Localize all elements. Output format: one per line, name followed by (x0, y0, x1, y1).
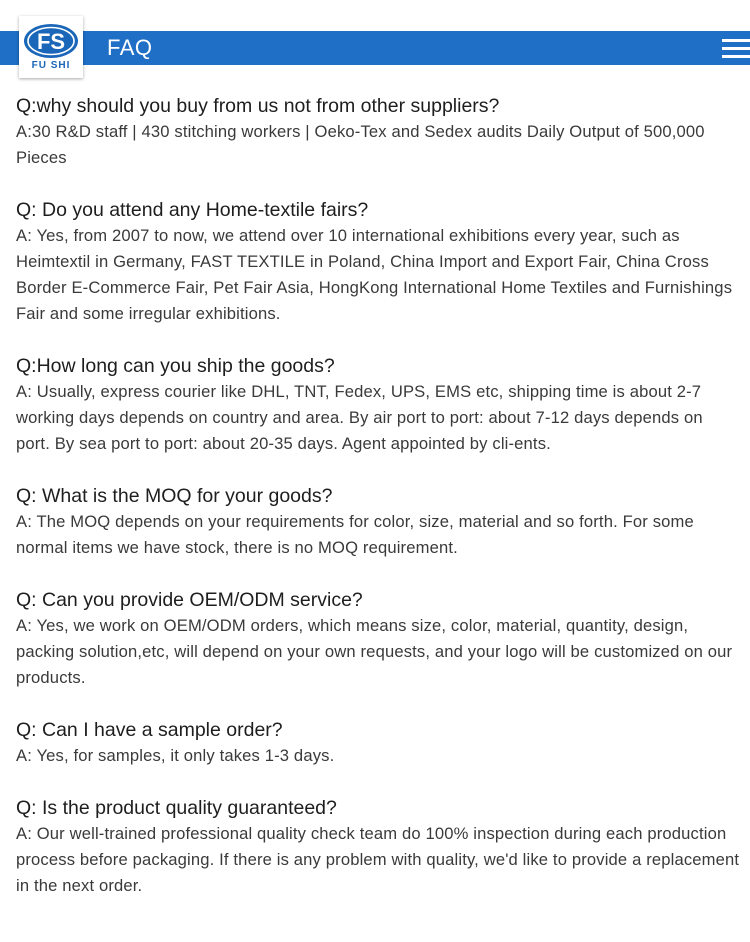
faq-item (16, 353, 740, 457)
company-logo[interactable] (19, 16, 83, 78)
faq-item (16, 795, 740, 899)
faq-list (16, 93, 740, 925)
menu-line (722, 47, 750, 50)
faq-item (16, 587, 740, 691)
faq-question: Q: Is the product quality guaranteed? (16, 797, 337, 819)
faq-answer: A: Usually, express courier like DHL, TNT, Fedex, UPS, EMS etc, shipping time is about 2-7 working days depends on country and area. By air port to port: about 7-12 days depends on port. By sea port to port: about 20-35 days. Agent appointed by cli-ents. (16, 382, 703, 453)
menu-line (722, 55, 750, 58)
faq-item (16, 197, 740, 327)
faq-item (16, 717, 740, 769)
faq-item (16, 483, 740, 561)
hamburger-menu-icon[interactable] (722, 34, 750, 62)
faq-question: Q:why should you buy from us not from other suppliers? (16, 95, 500, 117)
faq-item (16, 93, 740, 171)
faq-question: Q: What is the MOQ for your goods? (16, 485, 333, 507)
menu-line (722, 39, 750, 42)
faq-answer: A: Yes, we work on OEM/ODM orders, which means size, color, material, quantity, design, packing solution,etc, will depend on your own requests, and your logo will be customized on our products. (16, 616, 733, 687)
faq-answer: A:30 R&D staff | 430 stitching workers | Oeko-Tex and Sedex audits Daily Output of 500,000 Pieces (16, 122, 705, 167)
faq-question: Q:How long can you ship the goods? (16, 355, 335, 377)
logo-name: FU SHI (31, 60, 71, 71)
page-header (0, 0, 750, 80)
faq-question: Q: Do you attend any Home-textile fairs? (16, 199, 369, 221)
faq-question: Q: Can you provide OEM/ODM service? (16, 589, 363, 611)
page-title: FAQ (107, 35, 153, 60)
faq-answer: A: Yes, for samples, it only takes 1-3 days. (16, 746, 335, 765)
faq-answer: A: Yes, from 2007 to now, we attend over 10 international exhibitions every year, such as Heimtextil in Germany, FAST TEXTILE in Poland, China Import and Export Fair, China Cross Border E-Commerce Fair, Pet Fair Asia, HongKong International Home Textiles and Furnishings Fair and some irregular exhibitions. (16, 226, 733, 323)
faq-answer: A: The MOQ depends on your requirements for color, size, material and so forth. For some normal items we have stock, there is no MOQ requirement. (16, 512, 694, 557)
logo-emblem-icon (19, 16, 83, 62)
faq-answer: A: Our well-trained professional quality check team do 100% inspection during each production process before packaging. If there is any problem with quality, we'd like to provide a replacement in the next order. (16, 824, 740, 895)
faq-question: Q: Can I have a sample order? (16, 719, 283, 741)
logo-initials: FS (36, 29, 66, 54)
